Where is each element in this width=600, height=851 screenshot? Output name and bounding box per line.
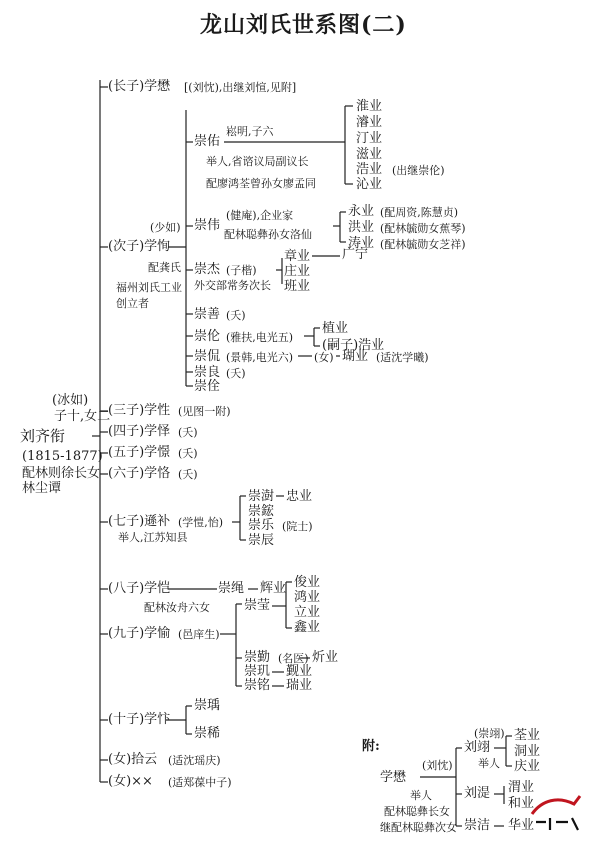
chongshan-name: 崇善 [194,307,221,322]
chongjie-b: 外交部常务次长 [194,279,271,292]
root-years: (1815-1877) [22,449,103,464]
son-9-kid-4: 崇铭 [244,678,271,693]
son-9-kid-1: 崇莹 [244,598,271,613]
son-3-label: (三子)学性 [108,403,171,418]
appendix-name: 学懋 [380,770,407,785]
appendix-c1-kid-3: 庆业 [514,759,541,774]
son-9-gk-7: 瑞业 [286,678,313,693]
son-9-gk-3: 立业 [294,605,321,620]
appendix-note-2: 配林聪彝长女 [384,805,450,818]
chongwei-kid-2-note: (配林毓勋女蕉琴) [380,222,466,235]
chongyou-kid-note: (出继崇伦) [392,164,445,177]
chongyou-kid-6: 沁业 [356,177,383,192]
son-7-note-2: 举人,江苏知县 [118,531,188,544]
son-8-kid: 崇绳 [218,581,245,596]
chongwei-b: 配林聪彝孙女洛仙 [224,228,312,241]
chongwei-a: (健庵),企业家 [226,209,294,222]
root-courtesy: (冰如) [52,393,89,408]
son-2-note-2: 创立者 [116,297,149,310]
chonglun-kid-2: (嗣子)浩业 [322,338,385,353]
chongyou-kid-1: 淮业 [356,99,383,114]
chongjie-kid-3: 班业 [284,279,311,294]
son-7-grandkid: 忠业 [286,489,313,504]
appendix-note-3: 继配林聪彝次女 [380,821,457,834]
son-1-note: [(刘忱),出继刘愃,见附] [184,81,297,94]
son-2-courtesy: (少如) [150,221,181,234]
son-7-kid-3: 崇乐 [248,518,275,533]
son-7-kid-4: 崇辰 [248,533,275,548]
chongquan-name: 崇佺 [194,379,221,394]
son-10-label: (十子)学忭 [108,712,171,727]
chongkan-note: (适沈学曦) [376,351,429,364]
appendix-c1-kid-2: 洞业 [514,744,541,759]
son-10-kid-2: 崇稀 [194,726,221,741]
chonglun-kid-1: 植业 [322,321,349,336]
appendix-c2-kid-1: 渭业 [508,780,535,795]
chongwei-name: 崇伟 [194,218,221,233]
root-sons: 子十,女二 [54,409,111,424]
chongyou-a: 崧明,子六 [226,125,274,138]
chongshan-a: (夭) [226,309,246,322]
chongjie-grandkid: 广宁 [342,247,369,262]
appendix-note-1: 举人 [410,789,432,802]
son-9-kid-2: 崇勤 [244,650,271,665]
chongliang-a: (夭) [226,367,246,380]
root-spouse: 配林则徐长女 [22,466,101,481]
daughter-2-note: (适郑葆中子) [168,776,232,789]
son-7-kid-1: 崇澍 [248,489,275,504]
son-4-label: (四子)学怿 [108,424,171,439]
chongwei-kid-1-note: (配周资,陈慧贞) [380,206,459,219]
chonglun-name: 崇伦 [194,329,221,344]
chongyou-name: 崇佑 [194,134,221,149]
daughter-2-label: (女)×× [108,774,153,789]
son-9-label: (九子)学愉 [108,626,171,641]
son-7-kid-3-note: (院士) [282,520,313,533]
son-7-note: (学愷,怡) [178,516,224,529]
chongyou-kid-5: 浩业 [356,162,383,177]
son-1-label: (长子)学懋 [108,79,171,94]
chongjie-kid-2: 庄业 [284,264,311,279]
chongyou-kid-2: 濬业 [356,115,383,130]
root-name: 刘齐衔 [20,427,66,445]
appendix-c2-kid-2: 和业 [508,796,535,811]
chongwei-kid-3: 涛业 [348,236,375,251]
appendix-c3-kid: 华业 [508,818,535,833]
chongwei-kid-3-note: (配林毓勋女芝祥) [380,238,466,251]
chongyou-kid-3: 汀业 [356,131,383,146]
son-7-label: (七子)遜补 [108,514,171,529]
appendix-c1-kid-1: 荃业 [514,728,541,743]
son-10-kid-1: 崇瑀 [194,698,221,713]
appendix-c1-note: 举人 [478,757,500,770]
page-title: 龙山刘氏世系图(二) [200,12,407,38]
chongyou-c: 配廖鸿荃曾孙女廖孟同 [206,177,316,190]
appendix-c3-name: 崇洁 [464,818,491,833]
daughter-1-label: (女)拾云 [108,752,158,767]
son-4-note: (夭) [178,426,198,439]
chongkan-daughter: (女) [314,351,334,364]
chonglun-a: (雅扶,电光五) [226,331,294,344]
son-6-label: (六子)学恪 [108,466,171,481]
son-2-spouse: 配龚氏 [148,261,181,274]
root-spouse-name: 林尘谭 [22,481,62,496]
son-7-kid-2: 崇鋐 [248,504,275,519]
son-9-gk-1: 俊业 [294,575,321,590]
chongjie-kid-1: 章业 [284,249,311,264]
son-9-gk-6: 觐业 [286,664,313,679]
son-8-grandkid: 辉业 [260,581,287,596]
son-9-kid-2-note: (名医) [278,652,309,665]
appendix-c2-name: 刘湜 [464,786,491,801]
chongjie-name: 崇杰 [194,262,221,277]
son-9-gk-5: 炘业 [312,650,339,665]
son-2-note-1: 福州刘氏工业 [116,281,182,294]
son-3-note: (见图一附) [178,405,231,418]
appendix-c1-alias: (崇翊) [474,727,505,740]
publisher-seal-icon [528,786,588,834]
chongwei-kid-1: 永业 [348,204,375,219]
son-9-kid-3: 崇玑 [244,664,271,679]
chongwei-kid-2: 洪业 [348,220,375,235]
son-2-label: (次子)学恂 [108,239,171,254]
chongkan-grandkid: 瑚业 [342,349,369,364]
chongliang-name: 崇良 [194,365,221,380]
chongyou-kid-4: 滋业 [356,147,383,162]
appendix-header: 附: [362,739,380,754]
appendix-alias: (刘忱) [422,759,453,772]
son-5-label: (五子)学憬 [108,445,171,460]
son-6-note: (夭) [178,468,198,481]
chongkan-name: 崇侃 [194,349,221,364]
son-9-note: (邑庠生) [178,628,220,641]
son-8-spouse: 配林汝舟六女 [144,601,210,614]
daughter-1-note: (适沈瑶庆) [168,754,221,767]
chongkan-a: (景韩,电光六) [226,351,294,364]
chongyou-b: 举人,省谘议局副议长 [206,155,309,168]
son-5-note: (夭) [178,447,198,460]
son-9-gk-4: 鑫业 [294,620,321,635]
son-9-gk-2: 鸿业 [294,590,321,605]
appendix-c1-name: 刘翊 [464,740,491,755]
chongjie-a: (子楷) [226,264,257,277]
son-8-label: (八子)学恺 [108,581,171,596]
